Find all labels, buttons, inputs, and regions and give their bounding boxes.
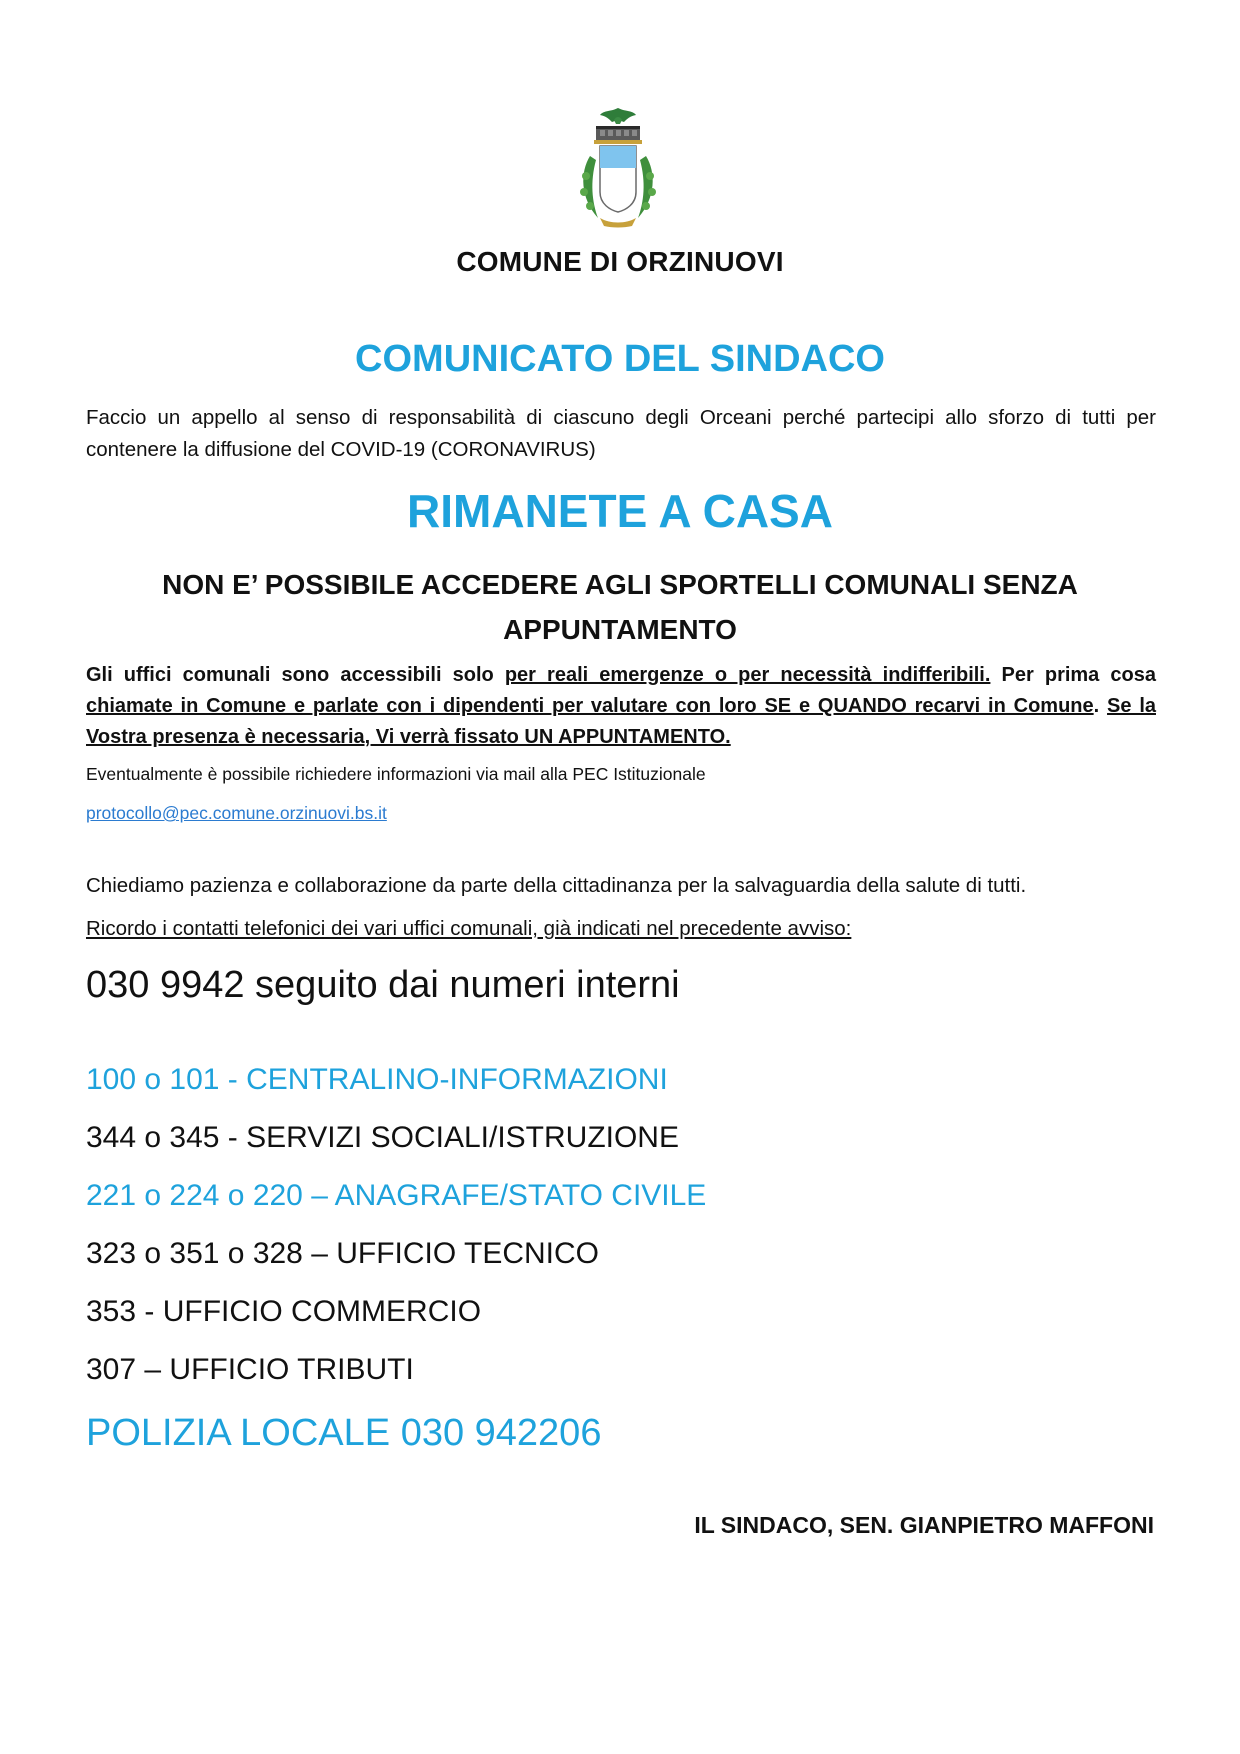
- pec-info: Eventualmente è possibile richiedere informazioni via mail alla PEC Istituzionale: [86, 764, 706, 784]
- mayor-signature: IL SINDACO, SEN. GIANPIETRO MAFFONI: [694, 1512, 1154, 1538]
- offices-paragraph: [86, 660, 1156, 753]
- municipality-name: COMUNE DI ORZINUOVI: [456, 246, 784, 277]
- extension-line: 323 o 351 o 328 – UFFICIO TECNICO: [86, 1237, 600, 1270]
- no-access-line-2: APPUNTAMENTO: [503, 614, 737, 645]
- stay-home-headline: RIMANETE A CASA: [407, 485, 833, 537]
- offices-text-3: Per prima cosa: [990, 664, 1156, 686]
- extension-line: 344 o 345 - SERVIZI SOCIALI/ISTRUZIONE: [86, 1121, 679, 1154]
- main-phone-number: 030 9942 seguito dai numeri interni: [86, 964, 680, 1006]
- patience-text: Chiediamo pazienza e collaborazione da parte della cittadinanza per la salvaguardia della salute di tutti.: [86, 874, 1027, 897]
- pec-email-link[interactable]: protocollo@pec.comune.orzinuovi.bs.it: [86, 803, 387, 823]
- communique-title: COMUNICATO DEL SINDACO: [355, 338, 885, 380]
- appeal-paragraph: Faccio un appello al senso di responsabilità di ciascuno degli Orceani perché partecipi allo sforzo di tutti per contenere la diffusione del COVID-19 (CORONAVIRUS): [86, 406, 1156, 461]
- offices-text-2: per reali emergenze o per necessità indifferibili.: [504, 664, 991, 686]
- offices-text-5: .: [1093, 695, 1108, 717]
- extension-line: 307 – UFFICIO TRIBUTI: [86, 1353, 414, 1386]
- extension-line: 353 - UFFICIO COMMERCIO: [86, 1295, 482, 1328]
- offices-text-1: Gli uffici comunali sono accessibili solo: [86, 664, 505, 686]
- no-access-line-1: NON E’ POSSIBILE ACCEDERE AGLI SPORTELLI COMUNALI SENZA: [162, 569, 1078, 600]
- offices-text-6: Se la Vostra presenza è necessaria, Vi verrà fissato UN APPUNTAMENTO.: [86, 695, 1156, 748]
- no-access-notice: [0, 562, 1240, 652]
- extension-line: 100 o 101 - CENTRALINO-INFORMAZIONI: [86, 1063, 668, 1096]
- extension-line: 221 o 224 o 220 – ANAGRAFE/STATO CIVILE: [86, 1179, 707, 1212]
- offices-text-4: chiamate in Comune e parlate con i dipendenti per valutare con loro SE e QUANDO recarvi in Comune: [86, 695, 1094, 717]
- reminder-text: Ricordo i contatti telefonici dei vari uffici comunali, già indicati nel precedente avviso:: [86, 917, 852, 940]
- police-contact: POLIZIA LOCALE 030 942206: [86, 1412, 602, 1454]
- coat-of-arms-icon: [570, 106, 666, 230]
